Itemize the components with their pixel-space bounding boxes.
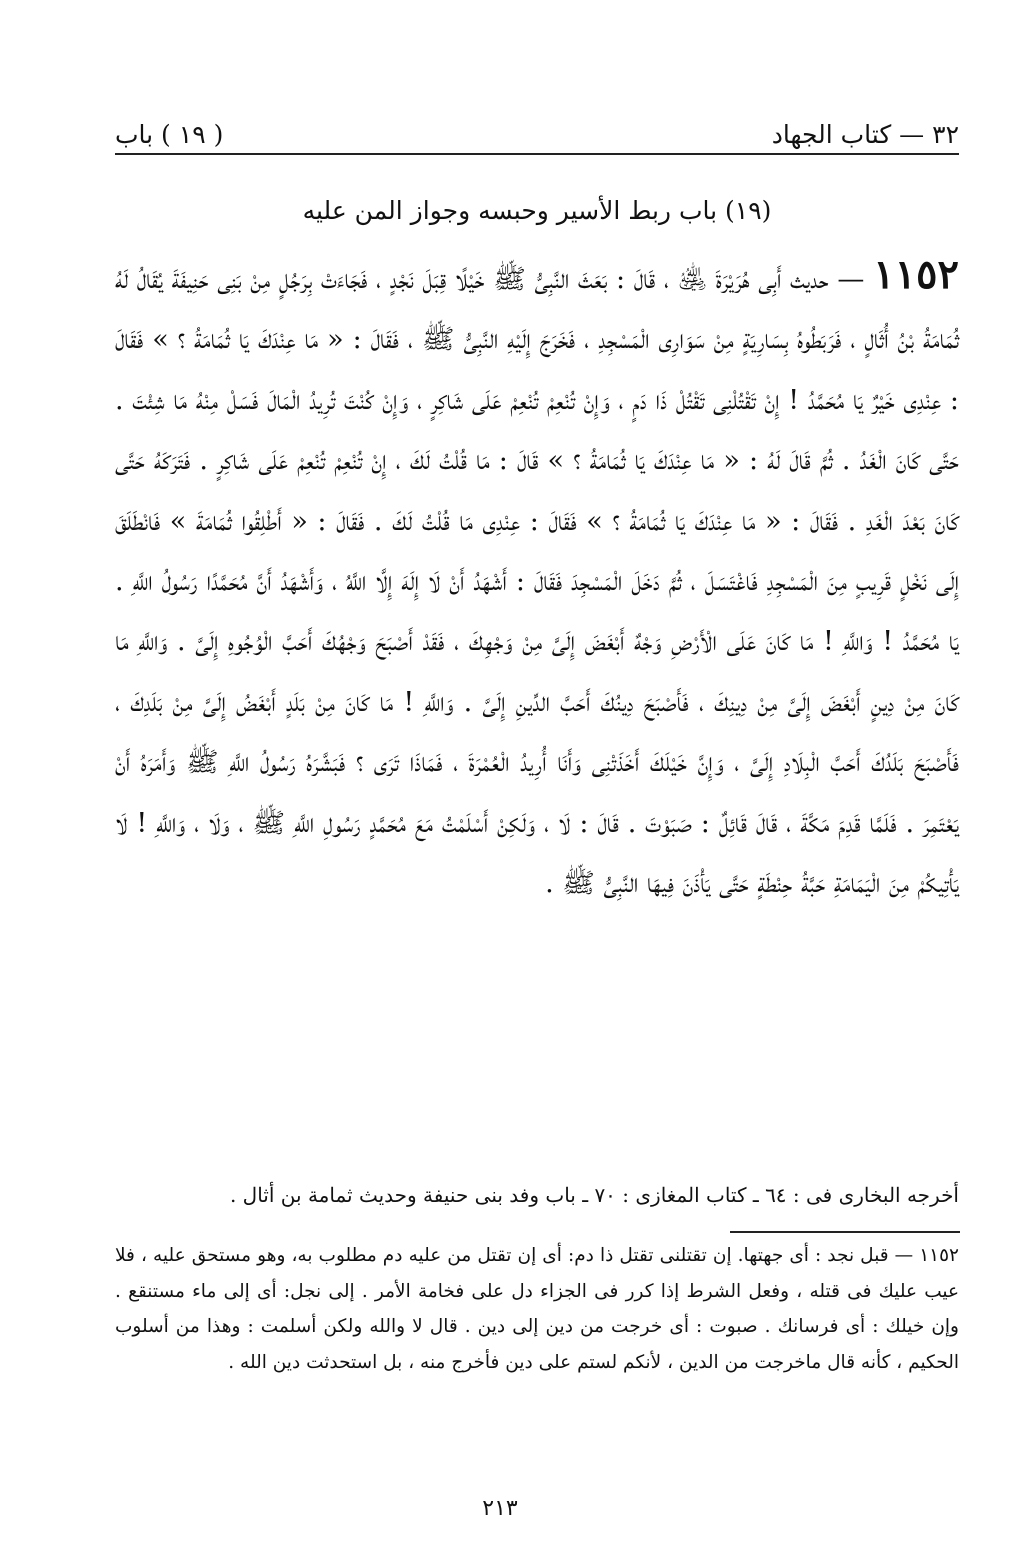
hadith-text: — حديث أَبِى هُرَيْرَةَ ﵁ ، قَالَ : بَعَثَ النَّبِىُّ ﷺ خَيْلًا قِبَلَ نَجْدٍ ، فَجَاءَتْ بِرَجُلٍ مِنْ بَنِى حَنِيفَةَ يُقَالُ لَهُ ثُمَامَةُ بْنُ أُثَالٍ ، فَرَبَطُوهُ بِسَارِيَةٍ مِنْ سَوَارِى الْمَسْجِدِ ، فَخَرَجَ إِلَيْهِ النَّبِىُّ ﷺ ، فَقَالَ : « مَا عِنْدَكَ يَا ثُمَامَةُ ؟ » فَقَالَ : عِنْدِى خَيْرٌ يَا مُحَمَّدُ ! إِنْ تَقْتُلْنِى تَقْتُلْ ذَا دَمٍ ، وَإِنْ تُنْعِمْ تُنْعِمْ عَلَى شَاكِرٍ ، وَإِنْ كُنْتَ تُرِيدُ الْمَالَ فَسَلْ مِنْهُ مَا شِئْتَ . حَتَّى كَانَ الْغَدُ . ثُمَّ قَالَ لَهُ : « مَا عِنْدَكَ يَا ثُمَامَةُ ؟ » قَالَ : مَا قُلْتُ لَكَ ، إِنْ تُنْعِمْ تُنْعِمْ عَلَى شَاكِرٍ . فَتَرَكَهُ حَتَّى كَانَ بَعْدَ الْغَدِ . فَقَالَ : « مَا عِنْدَكَ يَا ثُمَامَةُ ؟ » فَقَالَ : عِنْدِى مَا قُلْتُ لَكَ . فَقَالَ : « أَطْلِقُوا ثُمَامَةَ » فَانْطَلَقَ إِلَى نَخْلٍ قَرِيبٍ مِنَ الْمَسْجِدِ فَاغْتَسَلَ ، ثُمَّ دَخَلَ الْمَسْجِدَ فَقَالَ : أَشْهَدُ أَنْ لَا إِلَهَ إِلَّا اللَّهُ ، وَأَشْهَدُ أَنَّ مُحَمَّدًا رَسُولُ اللَّهِ . يَا مُحَمَّدُ ! وَاللَّهِ ! مَا كَانَ عَلَى الْأَرْضِ وَجْهٌ أَبْغَضَ إِلَىَّ مِنْ وَجْهِكَ ، فَقَدْ أَصْبَحَ وَجْهُكَ أَحَبَّ الْوُجُوهِ إِلَىَّ . وَاللَّهِ مَا كَانَ مِنْ دِينٍ أَبْغَضَ إِلَىَّ مِنْ دِينِكَ ، فَأَصْبَحَ دِينُكَ أَحَبَّ الدِّينِ إِلَىَّ . وَاللَّهِ ! مَا كَانَ مِنْ بَلَدٍ أَبْغَضُ إِلَىَّ مِنْ بَلَدِكَ ، فَأَصْبَحَ بَلَدُكَ أَحَبَّ الْبِلَادِ إِلَىَّ ، وَإِنَّ خَيْلَكَ أَخَذَتْنِى وَأَنَا أُرِيدُ الْعُمْرَةَ ، فَمَاذَا تَرَى ؟ فَبَشَّرَهُ رَسُولُ اللَّهِ ﷺ وَأَمَرَهُ أَنْ يَعْتَمِرَ . فَلَمَّا قَدِمَ مَكَّةَ ، قَالَ قَائِلٌ : صَبَوْتَ . قَالَ : لَا ، وَلَكِنْ أَسْلَمْتُ مَعَ مُحَمَّدٍ رَسُولِ اللَّهِ ﷺ ، وَلَا ، وَاللَّهِ ! لَا يَأْتِيكُمْ مِنَ الْيَمَامَةِ حَبَّةُ حِنْطَةٍ حَتَّى يَأْذَنَ فِيهَا النَّبِىُّ ﷺ .	[115, 264, 960, 900]
footnote-divider	[730, 1231, 960, 1233]
footnote: ١١٥٢ — قبل نجد : أى جهتها. إن تقتلنى تقتل ذا دم: أى إن تقتل من عليه دم مطلوب به، وهو مستحق عليه ، فلا عيب عليك فى قتله ، وفعل الشرط إذا كرر فى الجزاء دل على فخامة الأمر . إلى نجل: أى إلى ماء مستنقع . وإن خيلك : أى فرسانك . صبوت : أى خرجت من دين إلى دين . قال لا والله ولكن أسلمت : وهذا من أسلوب الحكيم ، كأنه قال ماخرجت من الدين ، لأنكم لستم على دين فأخرج منه ، بل استحدثت دين الله .	[115, 1245, 959, 1373]
running-head	[115, 105, 959, 155]
running-head-chapter: ( ١٩ ) باب	[115, 120, 224, 149]
hadith-body	[115, 245, 959, 914]
page-number: ٢١٣	[482, 1496, 518, 1521]
chapter-title: (١٩) باب ربط الأسير وحبسه وجواز المن عليه	[302, 196, 772, 225]
running-head-book-title: ٣٢ — كتاب الجهاد	[771, 120, 959, 149]
hadith-number: ١١٥٢	[873, 251, 959, 298]
source-note: أخرجه البخارى فى : ٦٤ ـ كتاب المغازى : ٧٠ ـ باب وفد بنى حنيفة وحديث ثمامة بن أثال .	[229, 1183, 959, 1207]
